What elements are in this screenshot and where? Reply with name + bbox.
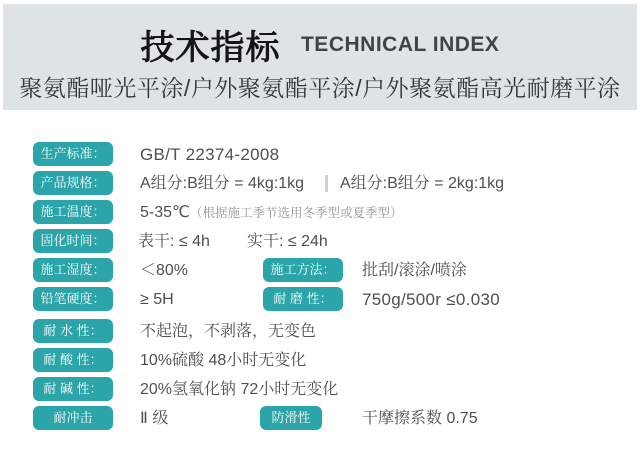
spec-value: 10%硫酸 48小时无变化 (140, 352, 307, 369)
title-row (3, 20, 637, 69)
page-title-cn: 技术指标 (140, 29, 281, 67)
label-badge: 铅笔硬度： (33, 287, 113, 311)
season-note: （根据施工季节选用冬季型或夏季型） (190, 206, 403, 220)
label-badge: 耐 酸 性： (33, 348, 113, 372)
temperature-value: 5-35℃ (140, 204, 190, 221)
spec-row-temperature (0, 200, 640, 224)
label-badge: 耐冲击 (33, 406, 113, 430)
page-title-en: TECHNICAL INDEX (300, 32, 500, 56)
antislip-value: 干摩擦系数 0.75 (362, 410, 478, 427)
spec-value (140, 200, 403, 224)
spec-row-curing-time (0, 229, 640, 253)
spec-value: GB/T 22374-2008 (140, 145, 280, 164)
abrasion-value: 750g/500r ≤0.030 (362, 290, 500, 309)
hardness-value: ≥ 5H (140, 291, 174, 308)
spec-row-hardness-abrasion (0, 287, 640, 311)
label-badge: 施工温度： (33, 200, 113, 224)
impact-value: Ⅱ 级 (140, 410, 169, 427)
label-badge: 产品规格： (33, 171, 113, 195)
spec-row-product-spec (0, 171, 640, 195)
surface-dry-value: 表干: ≤ 4h (138, 233, 210, 250)
label-badge-antislip: 防滑性 (260, 406, 322, 430)
label-badge: 施工湿度： (33, 258, 113, 282)
spec-row-humidity-method (0, 258, 640, 282)
label-badge: 固化时间： (33, 229, 113, 253)
product-subtitle: 聚氨酯哑光平涂/户外聚氨酯平涂/户外聚氨酯高光耐磨平涂 (19, 75, 621, 101)
spec-value-right: A组分:B组分 = 2kg:1kg (340, 175, 505, 192)
label-badge: 耐 碱 性： (33, 377, 113, 401)
label-badge-method: 施工方法： (263, 258, 343, 282)
hard-dry-value: 实干: ≤ 24h (247, 233, 328, 250)
vertical-divider (325, 175, 328, 192)
spec-value: 20%氢氧化钠 72小时无变化 (140, 381, 339, 398)
spec-row-acid-resistance (0, 348, 640, 372)
spec-row-water-resistance (0, 319, 640, 343)
spec-value-left: A组分:B组分 = 4kg:1kg (140, 175, 305, 192)
label-badge: 生产标准： (33, 142, 113, 166)
spec-row-production-standard (0, 142, 640, 166)
method-value: 批刮/滚涂/喷涂 (362, 262, 467, 279)
header-block (3, 4, 637, 110)
label-badge: 耐 水 性： (33, 319, 113, 343)
spec-row-impact-antislip (0, 406, 640, 430)
humidity-value: ＜80% (140, 262, 189, 279)
spec-value: 不起泡，不剥落，无变色 (140, 323, 317, 340)
spec-row-alkali-resistance (0, 377, 640, 401)
label-badge-abrasion: 耐 磨 性： (263, 287, 343, 311)
